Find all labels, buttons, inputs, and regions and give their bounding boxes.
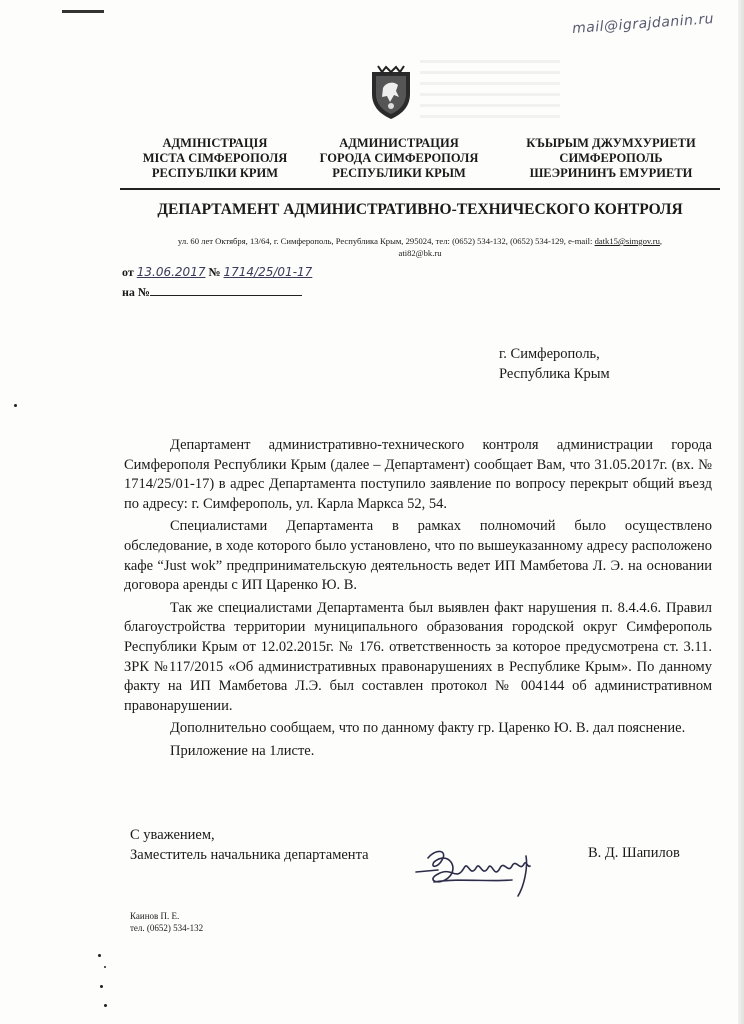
paragraph: Специалистами Департамента в рамках полномочий было осуществлено обследование, в ходе которого было установлено, что по вышеуказанному адресу расположено кафе “Just wok” предпринимательскую деятельность ведет ИП Мамбетова Л. Э. на основании договора аренды с ИП Царенко Ю. В. bbox=[124, 518, 712, 594]
coat-of-arms-icon bbox=[368, 64, 414, 120]
letter-body bbox=[124, 436, 712, 765]
paragraph: Департамент административно-технического контроля администрации города Симферополя Республики Крым (далее – Департамент) сообщает Вам, что 31.05.2017г. (вх. № 1714/25/01-17) в адрес Департамента поступило заявление по вопросу перекрыт общий въезд по адресу: г. Симферополь, ул. Карла Маркса 52, 54. bbox=[124, 437, 712, 512]
department-address: ул. 60 лет Октября, 13/64, г. Симферополь, Республика Крым, 295024, тел: (0652) 534-132, (0652) 534-129, e-mail: datk15@simgov.ru, ati82@bk.ru bbox=[177, 236, 663, 258]
scan-speck bbox=[104, 1004, 107, 1007]
header-divider bbox=[120, 188, 720, 190]
email-link[interactable]: datk15@simgov.ru bbox=[594, 236, 660, 246]
closing-block bbox=[130, 825, 369, 865]
outgoing-number: 1714/25/01-17 bbox=[223, 265, 313, 279]
department-title: ДЕПАРТАМЕНТ АДМИНИСТРАТИВНО-ТЕХНИЧЕСКОГО КОНТРОЛЯ bbox=[157, 201, 683, 218]
signer-name: В. Д. Шапилов bbox=[588, 845, 680, 861]
paragraph: Дополнительно сообщаем, что по данному факту гр. Царенко Ю. В. дал пояснение. bbox=[170, 720, 686, 737]
reply-to-blank bbox=[150, 283, 302, 296]
from-label: от bbox=[122, 265, 134, 279]
number-label: № bbox=[208, 265, 221, 279]
reply-to-label: на № bbox=[122, 285, 150, 299]
scan-mark bbox=[62, 10, 104, 13]
org-name-crimean-tatar: КЪЫРЫМ ДЖУМХУРИЕТИ СИМФЕРОПОЛЬ ШЕЭРИНИНЪ ЕМУРИЕТИ bbox=[526, 136, 696, 180]
bleed-through bbox=[420, 58, 560, 118]
executor-info: Каинов П. Е. тел. (0652) 534-132 bbox=[130, 911, 204, 933]
org-name-russian: АДМИНИСТРАЦИЯ ГОРОДА СИМФЕРОПОЛЯ РЕСПУБЛИКИ КРЫМ bbox=[319, 136, 479, 180]
attachment-note: Приложение на 1листе. bbox=[170, 742, 315, 759]
scan-edge bbox=[738, 0, 744, 1024]
org-name-ukrainian: АДМІНІСТРАЦІЯ МІСТА СІМФЕРОПОЛЯ РЕСПУБЛІКИ КРИМ bbox=[142, 136, 288, 180]
signer-position: Заместитель начальника департамента bbox=[130, 847, 369, 863]
paragraph: Так же специалистами Департамента был выявлен факт нарушения п. 8.4.4.6. Правил благоустройства территории муниципального образования городской округ Симферополь Республики Крым от 12.02.2015г. № 176. ответственность за которое предусмотрена ст. 3.11. ЗРК №117/2015 «Об административных правонарушениях в Республике Крым». По данному факту на ИП Мамбетова Л.Э. был составлен протокол № 004144 об административном правонарушении. bbox=[124, 599, 712, 714]
scan-speck bbox=[98, 954, 101, 957]
scan-speck bbox=[104, 966, 106, 968]
regards: С уважением, bbox=[130, 827, 215, 843]
reference-block bbox=[122, 262, 312, 302]
handwritten-signature bbox=[408, 838, 558, 900]
scan-speck bbox=[100, 985, 103, 988]
addressee: г. Симферополь, Республика Крым bbox=[499, 346, 610, 382]
email-link-secondary[interactable]: ati82@bk.ru bbox=[398, 248, 442, 258]
scan-speck bbox=[14, 404, 17, 407]
outgoing-date: 13.06.2017 bbox=[136, 265, 206, 279]
address-text: ул. 60 лет Октября, 13/64, г. Симферополь, Республика Крым, 295024, тел: (0652) 534-132, (0652) 534-129, e-mail: bbox=[177, 236, 595, 246]
handwritten-note: mail@igrajdanin.ru bbox=[571, 11, 715, 37]
